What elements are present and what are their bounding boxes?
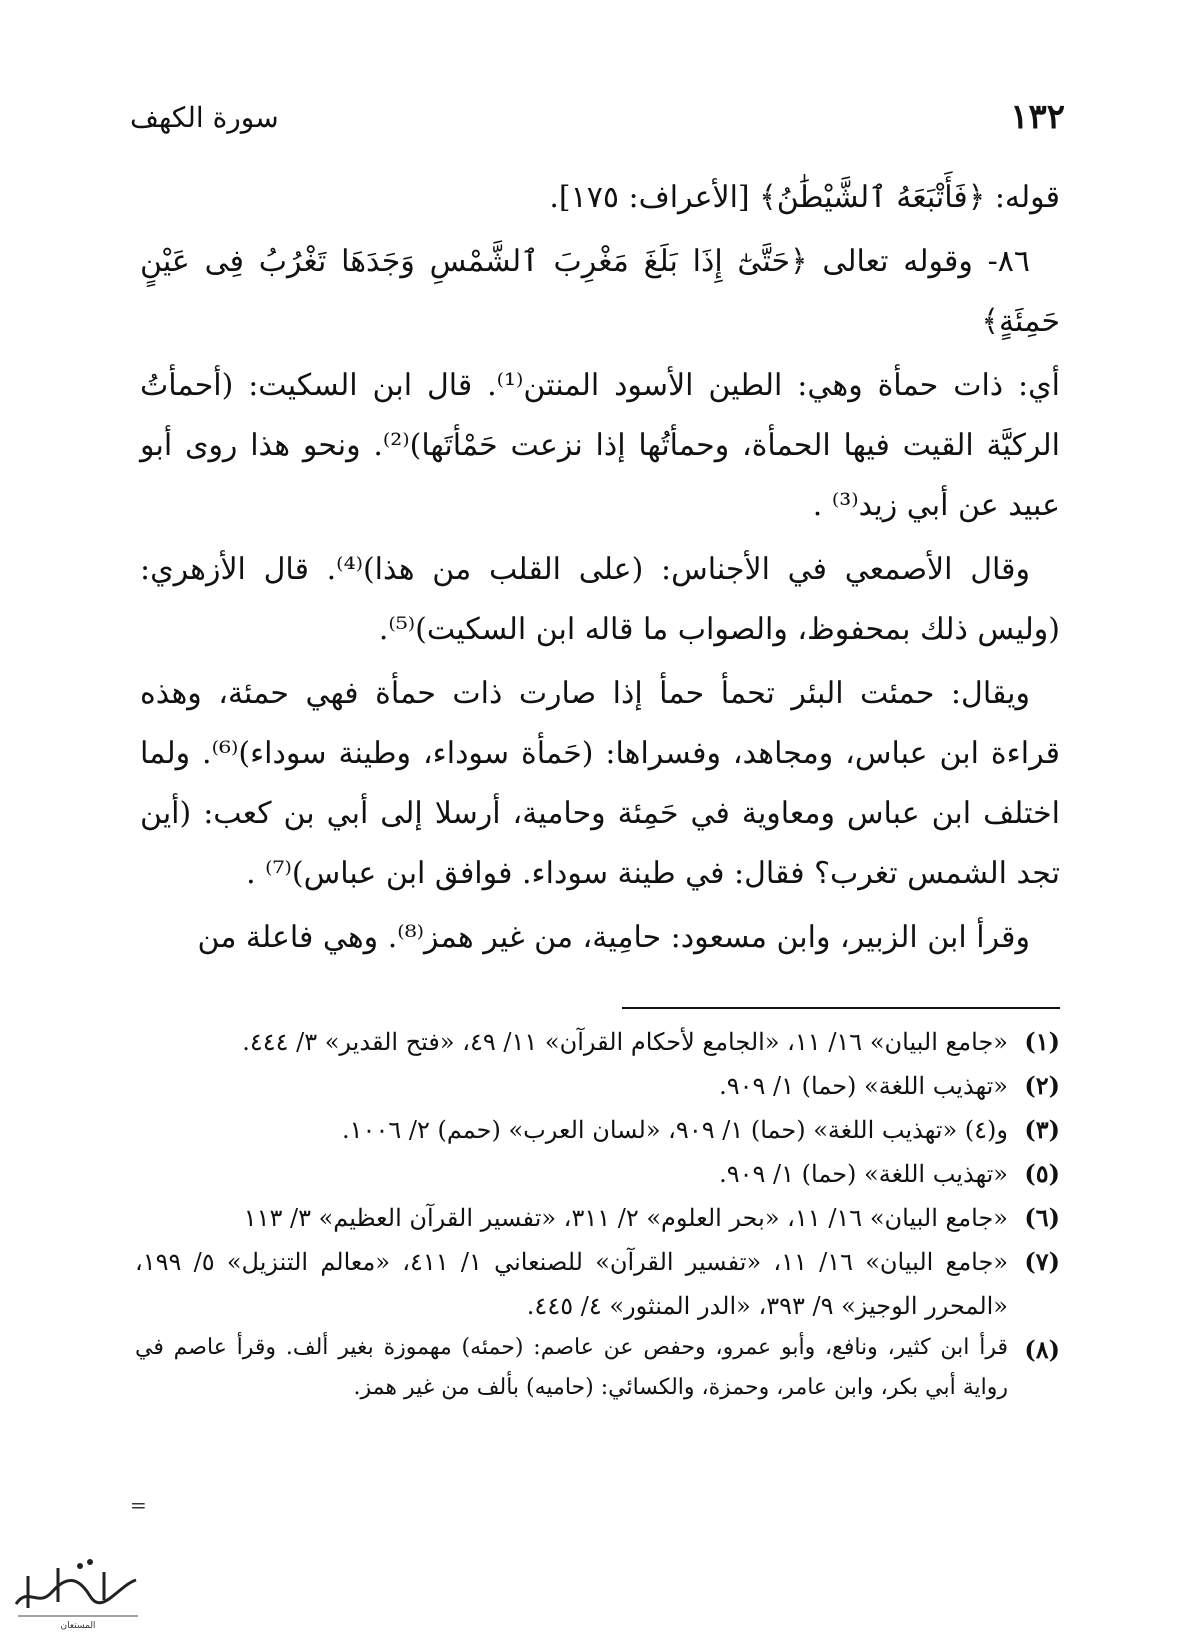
footnote-text: «تهذيب اللغة» (حما) ١/ ٩٠٩. xyxy=(719,1072,1008,1100)
footnote xyxy=(135,1020,1060,1064)
footnote-number: (٥) xyxy=(1024,1159,1060,1188)
footnotes xyxy=(135,1020,1060,1408)
paragraph: قوله: ﴿فَأَتْبَعَهُ ٱلشَّيْطَٰنُ﴾ [الأعراف: ١٧٥]. xyxy=(549,180,1060,215)
footnote xyxy=(135,1240,1060,1328)
paragraph: أي: ذات حمأة وهي: الطين الأسود المنتن⁽¹⁾. قال ابن السكيت: (أحمأتُ الركيَّة القيت فيها الحمأة، وحمأتُها إذا نزعت حَمْأتَها)⁽²⁾. ونحو هذا روى أبو عبيد عن أبي زيد⁽³⁾ . xyxy=(140,368,1060,523)
footnote xyxy=(135,1196,1060,1240)
paragraph: وقال الأصمعي في الأجناس: (على القلب من هذا)⁽⁴⁾. قال الأزهري: (وليس ذلك بمحفوظ، والصواب ما قاله ابن السكيت)⁽⁵⁾. xyxy=(140,552,1060,647)
paragraph: ٨٦- وقوله تعالى ﴿حَتَّىٰٓ إِذَا بَلَغَ مَغْرِبَ ٱلشَّمْسِ وَجَدَهَا تَغْرُبُ فِى عَيْنٍ حَمِئَةٍ﴾ xyxy=(140,244,1060,339)
footnote xyxy=(135,1108,1060,1152)
footnote-text: قرأ ابن كثير، ونافع، وأبو عمرو، وحفص عن عاصم: (حمئه) مهموزة بغير ألف. وقرأ عاصم في رواية أبي بكر، وابن عامر، وحمزة، والكسائي: (حاميه) بألف من غير همز. xyxy=(135,1335,1008,1400)
library-stamp-logo-icon xyxy=(8,1546,148,1632)
footnote-text: «جامع البيان» ١٦/ ١١، «الجامع لأحكام القرآن» ١١/ ٤٩، «فتح القدير» ٣/ ٤٤٤. xyxy=(242,1028,1008,1056)
chapter-title: سورة الكهف xyxy=(130,100,279,134)
page-number: ١٣٢ xyxy=(1010,97,1065,137)
footnote-number: (٦) xyxy=(1024,1203,1060,1232)
footnote xyxy=(135,1064,1060,1108)
footnote-text: «جامع البيان» ١٦/ ١١، «بحر العلوم» ٢/ ٣١١، «تفسير القرآن العظيم» ٣/ ١١٣ xyxy=(243,1204,1008,1232)
continuation-mark: = xyxy=(130,1493,147,1517)
footnote-number: (٧) xyxy=(1024,1247,1060,1276)
paragraph: وقرأ ابن الزبير، وابن مسعود: حامِية، من غير همز⁽⁸⁾. وهي فاعلة من xyxy=(197,920,1030,955)
paragraph: ويقال: حمئت البئر تحمأ حمأ إذا صارت ذات حمأة فهي حمئة، وهذه قراءة ابن عباس، ومجاهد، وفسراها: (حَمأة سوداء، وطينة سوداء)⁽⁶⁾. ولما اختلف ابن عباس ومعاوية في حَمِئة وحامية، أرسلا إلى أبي بن كعب: (أين تجد الشمس تغرب؟ فقال: في طينة سوداء. فوافق ابن عباس)⁽⁷⁾ . xyxy=(140,676,1060,891)
footnote-text: «جامع البيان» ١٦/ ١١، «تفسير القرآن» للصنعاني ١/ ٤١١، «معالم التنزيل» ٥/ ١٩٩، «المحرر الوجيز» ٩/ ٣٩٣، «الدر المنثور» ٤/ ٤٤٥. xyxy=(135,1248,1009,1320)
stamp-text: المستعان xyxy=(60,1621,96,1631)
footnote-number: (٨) xyxy=(1024,1335,1060,1364)
footnote xyxy=(135,1152,1060,1196)
footnote-text: و(٤) «تهذيب اللغة» (حما) ١/ ٩٠٩، «لسان العرب» (حمم) ٢/ ١٠٠٦. xyxy=(342,1116,1008,1144)
footnote-number: (١) xyxy=(1024,1027,1060,1056)
main-text xyxy=(140,168,1060,972)
footnote-number: (٣) xyxy=(1024,1115,1060,1144)
footnote-divider xyxy=(622,1007,1060,1009)
page-header xyxy=(130,92,1065,142)
footnote-number: (٢) xyxy=(1024,1071,1060,1100)
footnote xyxy=(135,1328,1060,1408)
footnote-text: «تهذيب اللغة» (حما) ١/ ٩٠٩. xyxy=(719,1160,1008,1188)
